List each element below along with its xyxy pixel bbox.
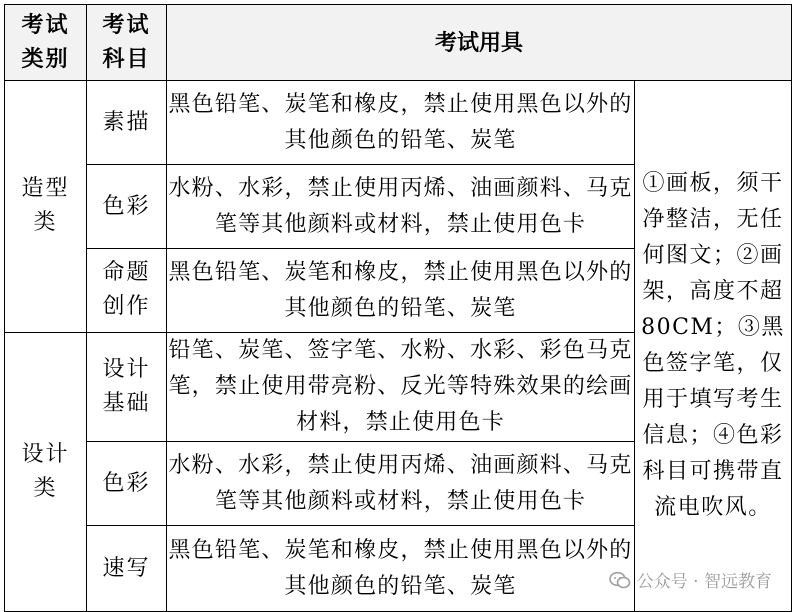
subject-cell: 设计 基础 xyxy=(87,333,167,442)
subject-cell: 素描 xyxy=(87,81,167,165)
exam-tools-table xyxy=(4,4,792,612)
tools-cell: 黑色铅笔、炭笔和橡皮，禁止使用黑色以外的其他颜色的铅笔、炭笔 xyxy=(167,81,635,165)
subject-cell: 色彩 xyxy=(87,165,167,249)
subject-cell: 命题 创作 xyxy=(87,249,167,333)
tools-cell: 水粉、水彩，禁止使用丙烯、油画颜料、马克笔等其他颜料或材料，禁止使用色卡 xyxy=(167,165,635,249)
tools-cell: 铅笔、炭笔、签字笔、水粉、水彩、彩色马克笔，禁止使用带亮粉、反光等特殊效果的绘画材料，禁止使用色卡 xyxy=(167,333,635,442)
subject-cell: 色彩 xyxy=(87,442,167,526)
category-cell: 造型 类 xyxy=(5,81,87,333)
header-tools: 考试用具 xyxy=(167,5,792,81)
category-cell: 设计 类 xyxy=(5,333,87,612)
wechat-icon xyxy=(609,571,631,589)
tools-cell: 黑色铅笔、炭笔和橡皮，禁止使用黑色以外的其他颜色的铅笔、炭笔 xyxy=(167,526,635,612)
watermark-text: 公众号 · 智远教育 xyxy=(636,572,772,592)
table-row xyxy=(5,81,792,165)
header-category: 考试 类别 xyxy=(5,5,87,81)
tools-cell: 水粉、水彩，禁止使用丙烯、油画颜料、马克笔等其他颜料或材料，禁止使用色卡 xyxy=(167,442,635,526)
subject-cell: 速写 xyxy=(87,526,167,612)
header-row xyxy=(5,5,792,81)
watermark xyxy=(609,567,772,592)
tools-cell: 黑色铅笔、炭笔和橡皮，禁止使用黑色以外的其他颜色的铅笔、炭笔 xyxy=(167,249,635,333)
header-subject: 考试 科目 xyxy=(87,5,167,81)
notes-cell: ①画板，须干净整洁，无任何图文；②画架，高度不超 80CM；③黑色签字笔，仅用于填写考生信息；④色彩科目可携带直流电吹风。 xyxy=(635,81,792,612)
